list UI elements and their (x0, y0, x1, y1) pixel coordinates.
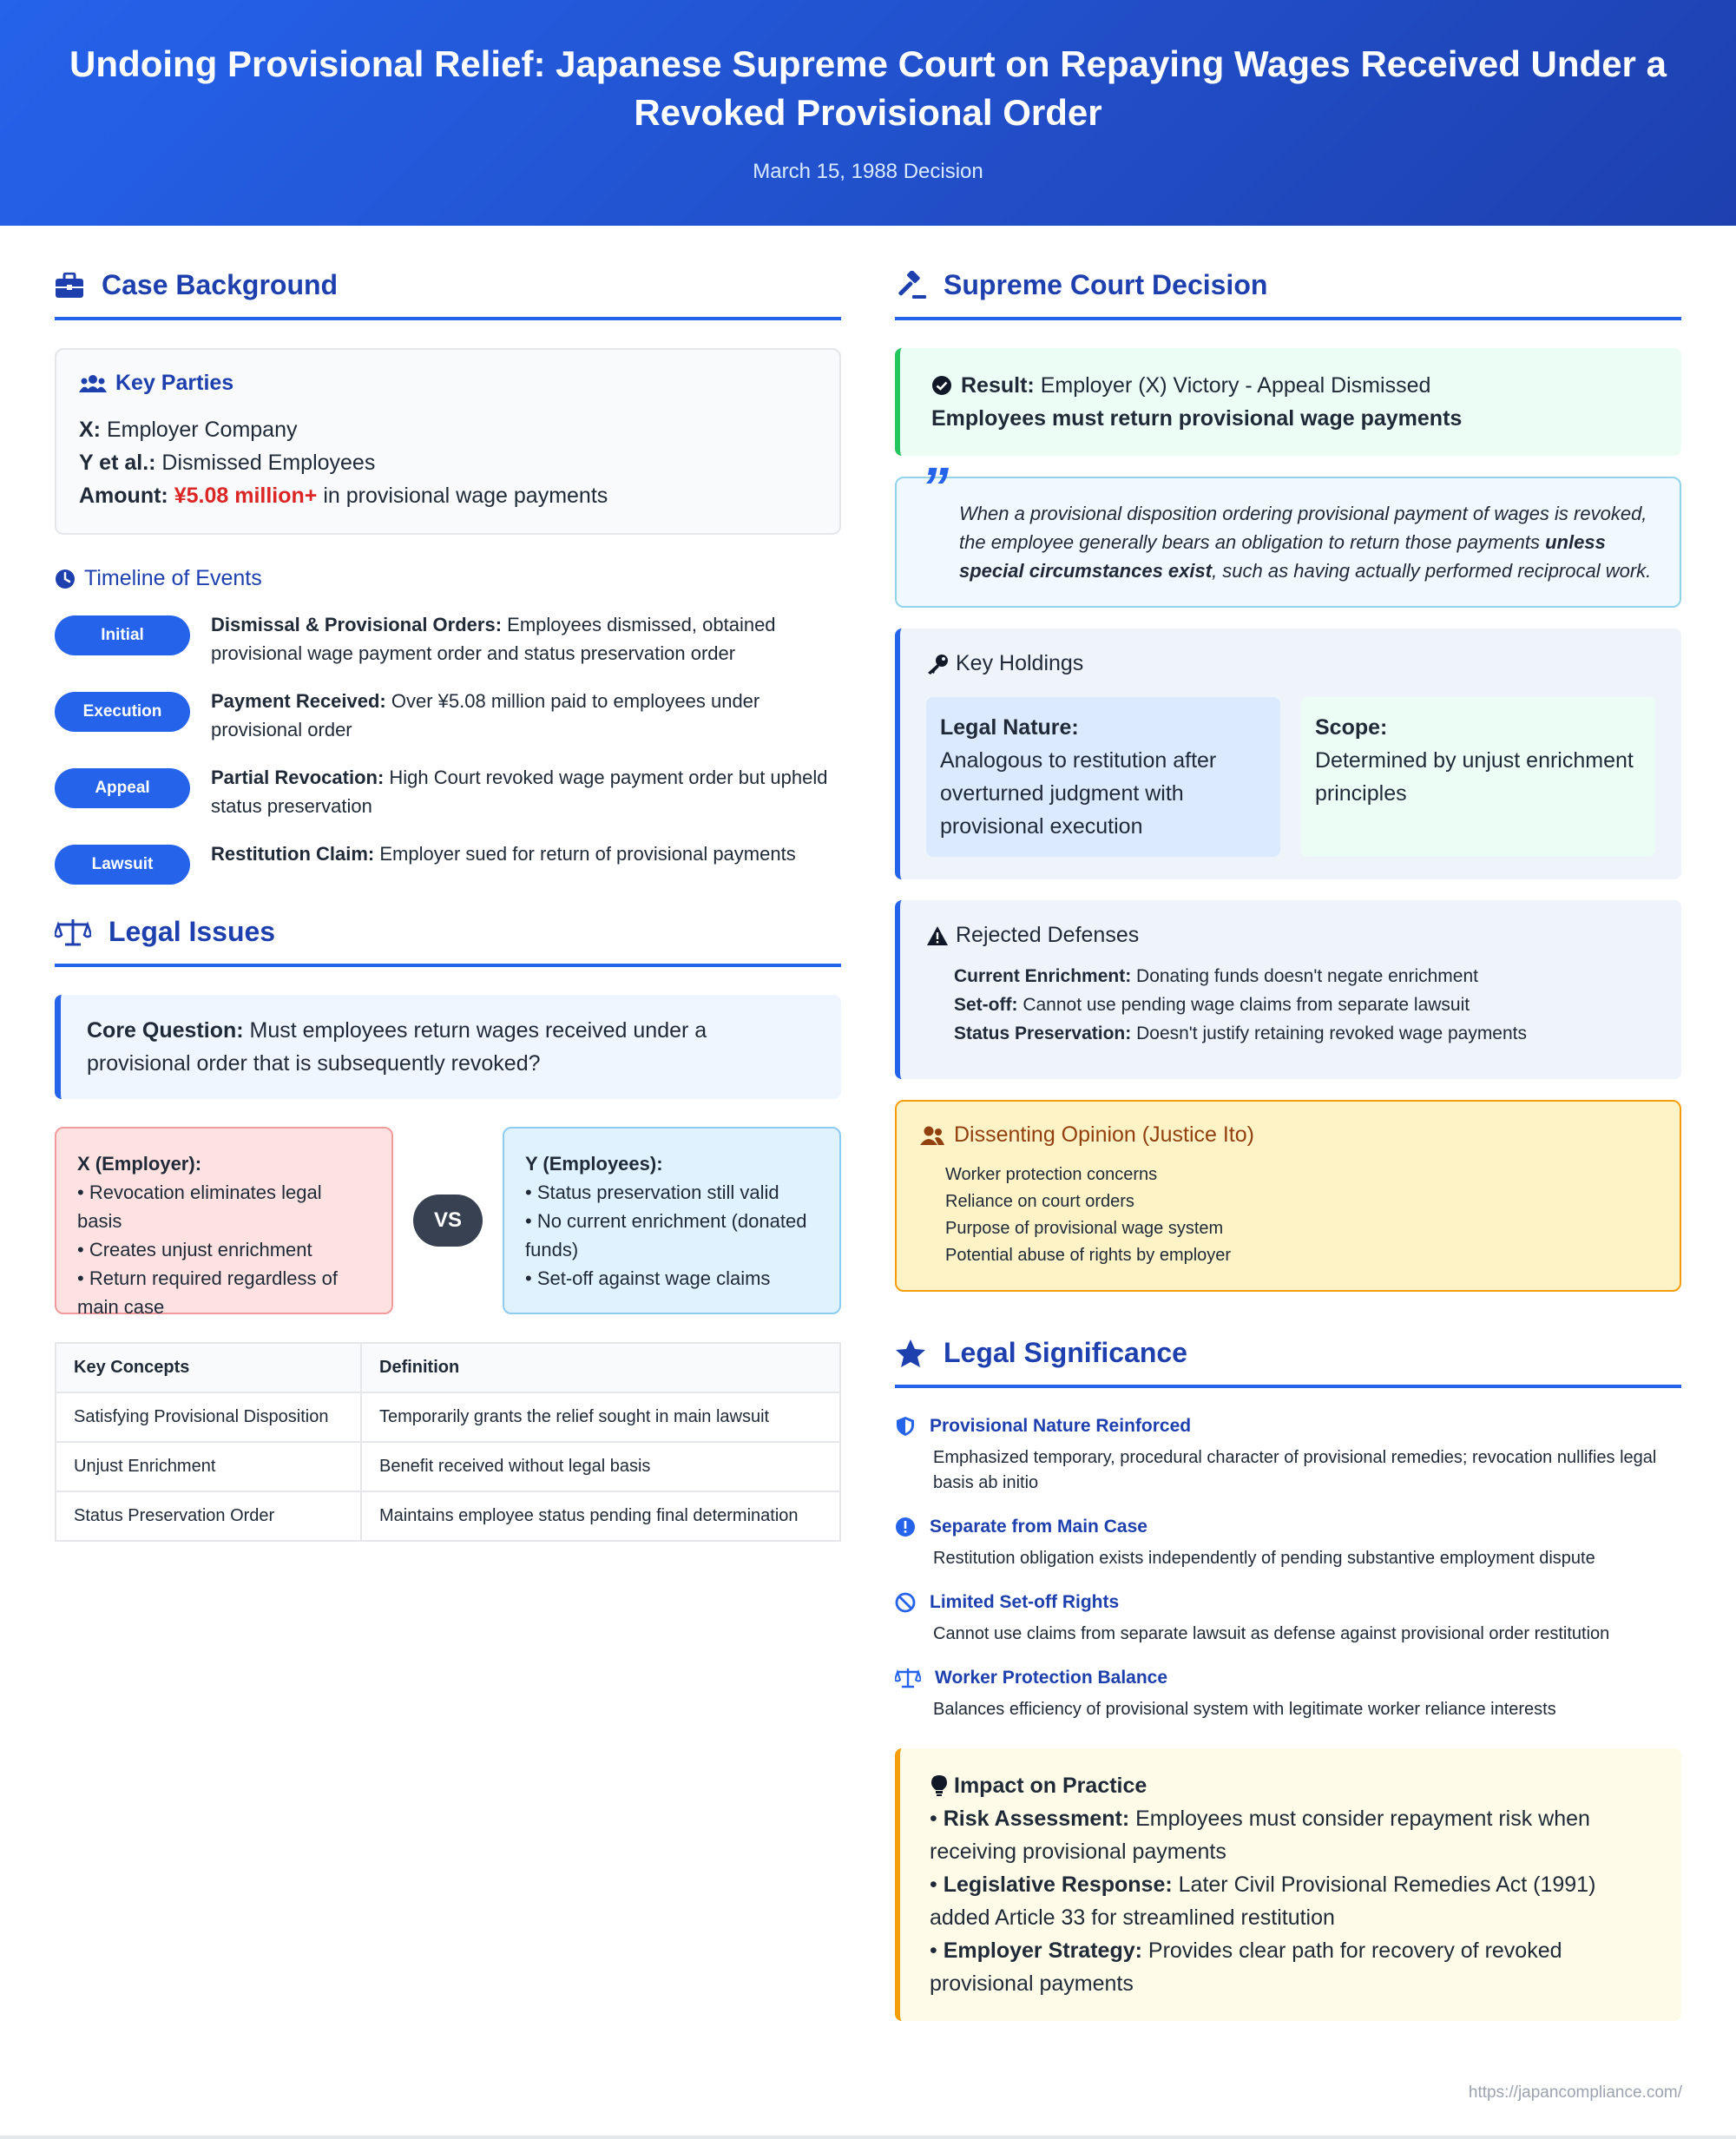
timeline-stage: Lawsuit (55, 845, 190, 885)
timeline-stage: Initial (55, 615, 190, 655)
key-icon (926, 654, 949, 675)
lightbulb-icon (930, 1774, 949, 1797)
key-holdings-panel (895, 629, 1681, 879)
quote-icon: ” (921, 456, 949, 518)
timeline (55, 610, 841, 885)
impact-item: • Employer Strategy: Provides clear path for recovery of revoked provisional payments (930, 1938, 1562, 1996)
gavel-icon (895, 271, 926, 300)
left-column (55, 269, 841, 1542)
timeline-item: Appeal Partial Revocation: High Court revoked wage payment order but upheld status preservation (55, 763, 841, 820)
dissenting-opinion (895, 1100, 1681, 1292)
clock-icon (55, 569, 76, 589)
briefcase-icon (55, 273, 84, 299)
timeline-stage: Execution (55, 692, 190, 732)
key-holdings-heading: Key Holdings (926, 651, 1655, 676)
core-question: Core Question: Must employees return wages received under a provisional order that is subsequently revoked? (55, 995, 841, 1099)
significance-item: Provisional Nature Reinforced Emphasized temporary, procedural character of provisional remedies; revocation nullifies legal basis ab initio (895, 1416, 1681, 1496)
holding-scope: Scope: Determined by unjust enrichment principles (1301, 697, 1655, 857)
timeline-item: Lawsuit Restitution Claim: Employer sued for return of provisional payments (55, 839, 841, 885)
table-row: Unjust Enrichment Benefit received without legal basis (56, 1442, 840, 1491)
users-icon (79, 373, 107, 394)
holding-legal-nature: Legal Nature: Analogous to restitution after overturned judgment with provisional execution (926, 697, 1280, 857)
significance-item: Worker Protection Balance Balances efficiency of provisional system with legitimate worker reliance interests (895, 1668, 1681, 1722)
dissent-heading: Dissenting Opinion (Justice Ito) (919, 1122, 1657, 1148)
check-circle-icon (931, 375, 952, 396)
exclamation-circle-icon (895, 1517, 916, 1537)
key-parties-heading: Key Parties (79, 371, 817, 396)
decision-date: March 15, 1988 Decision (753, 160, 983, 183)
rejected-item: Set-off: Cannot use pending wage claims from separate lawsuit (954, 995, 1470, 1015)
rejected-item: Status Preservation: Doesn't justify retaining revoked wage payments (954, 1023, 1528, 1043)
impact-on-practice (895, 1748, 1681, 2021)
timeline-heading: Timeline of Events (55, 566, 841, 591)
amount: Amount: ¥5.08 million+ in provisional wage payments (79, 484, 608, 508)
employee-arguments: Y (Employees): • Status preservation still valid • No current enrichment (donated funds) • Set-off against wage claims (503, 1127, 841, 1314)
table-header-row: Key Concepts Definition (56, 1343, 840, 1392)
significance-item: Limited Set-off Rights Cannot use claims from separate lawsuit as defense against provisional order restitution (895, 1592, 1681, 1647)
footer-url: https://japancompliance.com/ (1468, 2083, 1682, 2102)
page-header (0, 0, 1736, 226)
table-row: Status Preservation Order Maintains employee status pending final determination (56, 1491, 840, 1541)
arguments-comparison (55, 1127, 841, 1318)
impact-item: • Risk Assessment: Employees must consider repayment risk when receiving provisional payments (930, 1807, 1590, 1864)
rejected-item: Current Enrichment: Donating funds doesn't negate enrichment (954, 966, 1478, 986)
table-row: Satisfying Provisional Disposition Temporarily grants the relief sought in main lawsuit (56, 1392, 840, 1442)
dissent-point: Reliance on court orders (945, 1192, 1134, 1211)
party-x: X: Employer Company (79, 418, 298, 442)
star-icon (895, 1339, 926, 1368)
holding-quote: ” When a provisional disposition ordering provisional payment of wages is revoked, the employee generally bears an obligation to return those payments unless special circumstances exist, such as having actually performed reciprocal work. (895, 477, 1681, 608)
dissent-point: Potential abuse of rights by employer (945, 1246, 1232, 1265)
impact-item: • Legislative Response: Later Civil Provisional Remedies Act (1991) added Article 33 for streamlined restitution (930, 1872, 1596, 1930)
supreme-court-decision-heading: Supreme Court Decision (895, 269, 1681, 320)
timeline-item: Initial Dismissal & Provisional Orders: Employees dismissed, obtained provisional wage payment order and status preservation order (55, 610, 841, 668)
legal-significance-heading: Legal Significance (895, 1337, 1681, 1388)
key-concepts-table (55, 1342, 841, 1542)
ban-icon (895, 1592, 916, 1613)
shield-icon (895, 1416, 916, 1437)
scale-icon (55, 918, 91, 947)
rejected-defenses-heading: Rejected Defenses (926, 923, 1655, 948)
timeline-stage: Appeal (55, 768, 190, 808)
legal-issues-heading: Legal Issues (55, 916, 841, 967)
key-parties-card (55, 348, 841, 535)
right-column (895, 269, 1681, 2021)
divider (0, 2136, 1736, 2139)
party-y: Y et al.: Dismissed Employees (79, 451, 376, 475)
warning-icon (926, 925, 949, 946)
vs-badge: VS (413, 1195, 483, 1247)
dissent-point: Purpose of provisional wage system (945, 1219, 1224, 1238)
rejected-defenses-panel (895, 900, 1681, 1079)
dissent-point: Worker protection concerns (945, 1165, 1158, 1184)
user-group-icon (919, 1125, 945, 1146)
impact-heading: Impact on Practice (930, 1769, 1652, 1802)
page-title: Undoing Provisional Relief: Japanese Supreme Court on Repaying Wages Received Under a Revoked Provisional Order (69, 43, 1667, 133)
case-background-heading: Case Background (55, 269, 841, 320)
timeline-item: Execution Payment Received: Over ¥5.08 million paid to employees under provisional order (55, 687, 841, 744)
balance-scale-icon (895, 1668, 921, 1688)
employer-arguments: X (Employer): • Revocation eliminates legal basis • Creates unjust enrichment • Return required regardless of main case (55, 1127, 393, 1314)
decision-result: Result: Employer (X) Victory - Appeal Dismissed Employees must return provisional wage payments (895, 348, 1681, 456)
significance-item: Separate from Main Case Restitution obligation exists independently of pending substantive employment dispute (895, 1517, 1681, 1571)
